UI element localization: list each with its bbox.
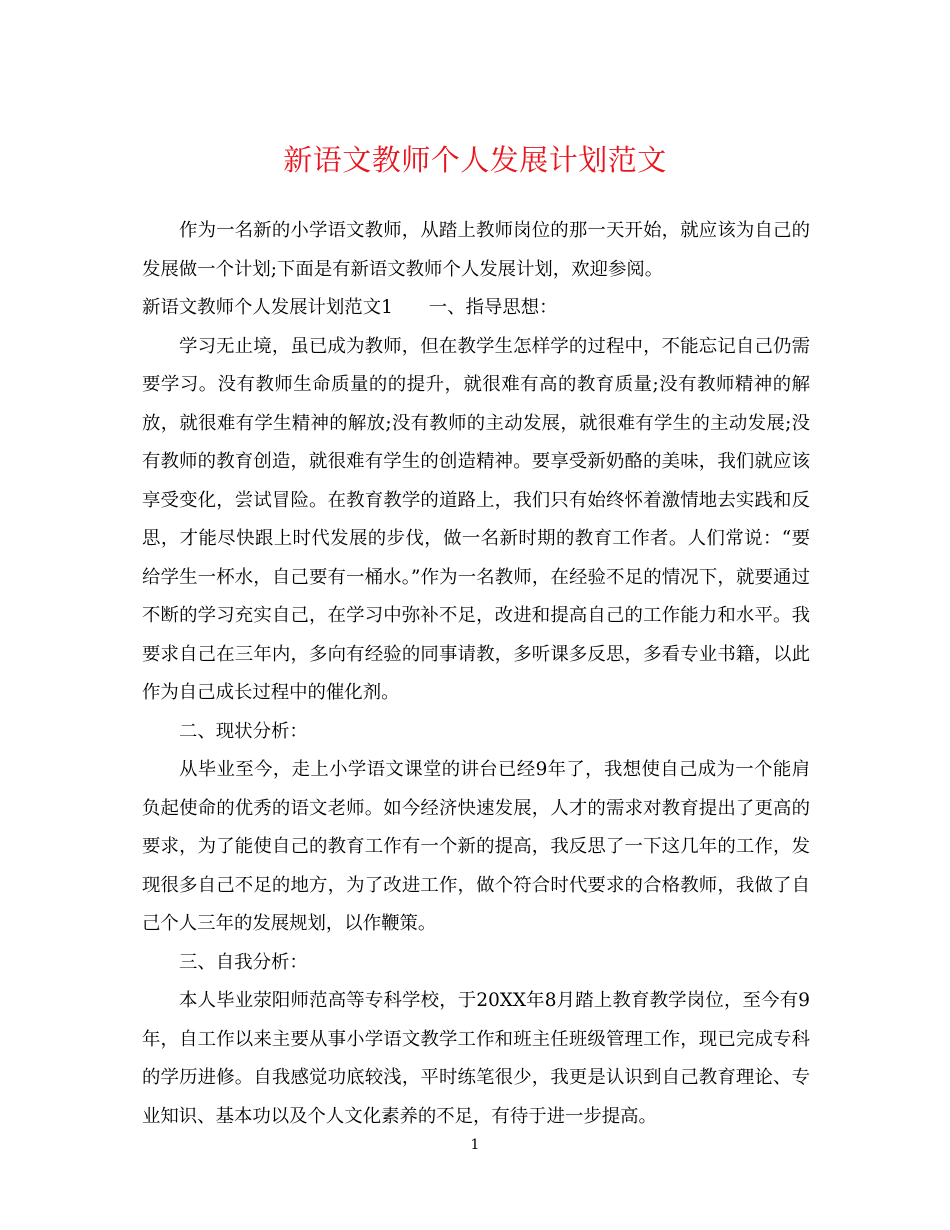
sample-heading: 新语文教师个人发展计划范文1 xyxy=(142,297,393,318)
document-title: 新语文教师个人发展计划范文 xyxy=(283,143,667,177)
section3-heading: 三、自我分析： xyxy=(179,951,308,973)
document-body xyxy=(142,212,810,1136)
intro-paragraph: 作为一名新的小学语文教师，从踏上教师岗位的那一天开始，就应该为自己的发展做一个计划;下面是有新语文教师个人发展计划，欢迎参阅。 xyxy=(142,220,810,280)
section2-paragraph: 从毕业至今，走上小学语文课堂的讲台已经9年了，我想使自己成为一个能肩负起使命的优秀的语文老师。如今经济快速发展，人才的需求对教育提出了更高的要求，为了能使自己的教育工作有一个新的提高，我反思了一下这几年的工作，发现很多自己不足的地方，为了改进工作，做个符合时代要求的合格教师，我做了自己个人三年的发展规划，以作鞭策。 xyxy=(142,759,810,934)
section1-heading: 一、指导思想： xyxy=(428,297,558,318)
page-number: 1 xyxy=(470,1137,480,1153)
sample-heading-line xyxy=(142,289,810,328)
section1-paragraph: 学习无止境，虽已成为教师，但在教学生怎样学的过程中，不能忘记自己仍需要学习。没有教师生命质量的的提升，就很难有高的教育质量;没有教师精神的解放，就很难有学生精神的解放;没有教师的主动发展，就很难有学生的主动发展;没有教师的教育创造，就很难有学生的创造精神。要享受新奶酪的美味，我们就应该享受变化，尝试冒险。在教育教学的道路上，我们只有始终怀着激情地去实践和反思，才能尽快跟上时代发展的步伐，做一名新时期的教育工作者。人们常说：“要给学生一杯水，自己要有一桶水。”作为一名教师，在经验不足的情况下，就要通过不断的学习充实自己，在学习中弥补不足，改进和提高自己的工作能力和水平。我要求自己在三年内，多向有经验的同事请教，多听课多反思，多看专业书籍，以此作为自己成长过程中的催化剂。 xyxy=(142,335,810,703)
section3-paragraph: 本人毕业荥阳师范高等专科学校，于20XX年8月踏上教育教学岗位，至今有9年，自工作以来主要从事小学语文教学工作和班主任班级管理工作，现已完成专科的学历进修。自我感觉功底较浅，平时练笔很少，我更是认识到自己教育理论、专业知识、基本功以及个人文化素养的不足，有待于进一步提高。 xyxy=(142,990,810,1127)
section2-heading: 二、现状分析： xyxy=(179,720,308,742)
